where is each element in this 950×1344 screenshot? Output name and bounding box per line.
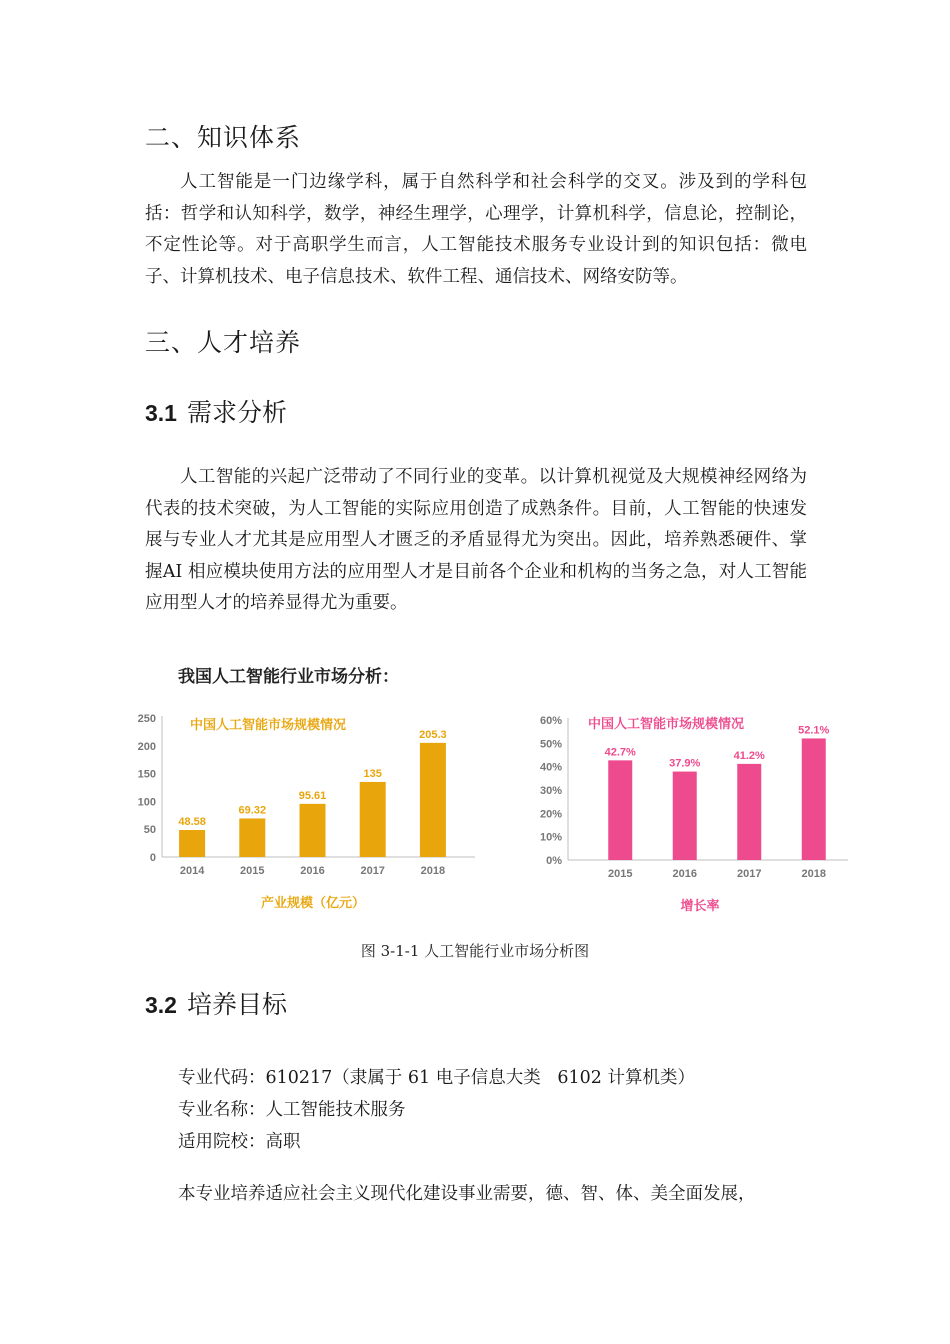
chart-title: 中国人工智能市场规模情况 xyxy=(588,716,745,731)
data-label: 205.3 xyxy=(419,728,447,741)
x-axis-title: 产业规模（亿元） xyxy=(260,895,366,910)
major-code-line: 专业代码：610217（隶属于 61 电子信息大类 6102 计算机类） xyxy=(178,1068,695,1088)
subsection-3-1-heading xyxy=(145,393,287,429)
x-tick-label: 2015 xyxy=(240,865,265,877)
x-tick-label: 2018 xyxy=(801,868,826,880)
section-2-heading: 二、知识体系 xyxy=(145,123,302,152)
applicable-school-line: 适用院校：高职 xyxy=(178,1132,301,1152)
subsection-3-2-heading xyxy=(145,985,287,1021)
y-tick-label: 50 xyxy=(143,824,156,837)
y-tick-label: 150 xyxy=(137,768,156,781)
data-label: 42.7% xyxy=(604,746,636,759)
growth-rate-chart xyxy=(520,700,860,925)
bar xyxy=(673,772,697,860)
bar xyxy=(239,818,265,857)
x-tick-label: 2014 xyxy=(179,865,205,877)
subsection-3-2-title: 培养目标 xyxy=(186,990,287,1019)
subsection-3-1-paragraph: 人工智能的兴起广泛带动了不同行业的变革。以计算机视觉及大规模神经网络为代表的技术突破，为人工智能的实际应用创造了成熟条件。目前，人工智能的快速发展与专业人才尤其是应用型人才匮乏的矛盾显得尤为突出。因此，培养熟悉硬件、掌握AI 相应模块使用方法的应用型人才是目前各个企业和机构的当务之急，对人工智能应用型人才的培养显得尤为重要。 xyxy=(145,467,807,613)
data-label: 135 xyxy=(363,767,382,780)
x-tick-label: 2017 xyxy=(360,865,385,877)
x-tick-label: 2016 xyxy=(672,868,697,880)
y-tick-label: 0 xyxy=(149,852,156,864)
x-axis-title: 增长率 xyxy=(680,898,720,913)
y-tick-label: 200 xyxy=(137,740,156,753)
bar xyxy=(179,830,205,857)
bar xyxy=(802,738,826,860)
x-tick-label: 2016 xyxy=(300,865,325,877)
y-tick-label: 50% xyxy=(539,738,562,751)
data-label: 95.61 xyxy=(298,789,327,802)
y-tick-label: 20% xyxy=(539,808,562,821)
subsection-3-1-number: 3.1 xyxy=(145,400,177,426)
y-tick-label: 60% xyxy=(539,715,562,727)
data-label: 52.1% xyxy=(798,724,830,737)
data-label: 37.9% xyxy=(669,757,701,770)
training-goal-line: 本专业培养适应社会主义现代化建设事业需要，德、智、体、美全面发展， xyxy=(178,1184,756,1204)
major-name-line: 专业名称：人工智能技术服务 xyxy=(178,1100,406,1120)
data-label: 41.2% xyxy=(733,749,765,762)
data-label: 48.58 xyxy=(178,815,206,828)
section-3-heading: 三、人才培养 xyxy=(145,328,302,357)
market-size-chart xyxy=(120,700,490,925)
figure-caption: 图 3-1-1 人工智能行业市场分析图 xyxy=(360,942,590,960)
y-tick-label: 250 xyxy=(137,713,156,725)
x-tick-label: 2015 xyxy=(608,868,633,880)
subsection-3-2-number: 3.2 xyxy=(145,992,177,1018)
chart-title: 中国人工智能市场规模情况 xyxy=(190,717,347,732)
bar xyxy=(360,782,386,857)
chart-heading: 我国人工智能行业市场分析： xyxy=(178,667,399,686)
bar xyxy=(608,760,632,860)
bar xyxy=(420,743,446,857)
y-tick-label: 100 xyxy=(137,796,156,809)
y-tick-label: 10% xyxy=(539,831,562,844)
x-tick-label: 2018 xyxy=(420,865,446,877)
y-tick-label: 40% xyxy=(539,761,562,774)
bar xyxy=(300,804,326,857)
y-tick-label: 0% xyxy=(546,855,562,867)
section-2-paragraph: 人工智能是一门边缘学科，属于自然科学和社会科学的交叉。涉及到的学科包括：哲学和认知科学，数学，神经生理学，心理学，计算机科学，信息论，控制论，不定性论等。对于高职学生而言，人工智能技术服务专业设计到的知识包括：微电子、计算机技术、电子信息技术、软件工程、通信技术、网络安防等。 xyxy=(145,172,807,287)
subsection-3-1-title: 需求分析 xyxy=(186,398,287,427)
x-tick-label: 2017 xyxy=(737,868,762,880)
bar xyxy=(737,764,761,860)
y-tick-label: 30% xyxy=(539,785,562,797)
data-label: 69.32 xyxy=(238,804,267,817)
